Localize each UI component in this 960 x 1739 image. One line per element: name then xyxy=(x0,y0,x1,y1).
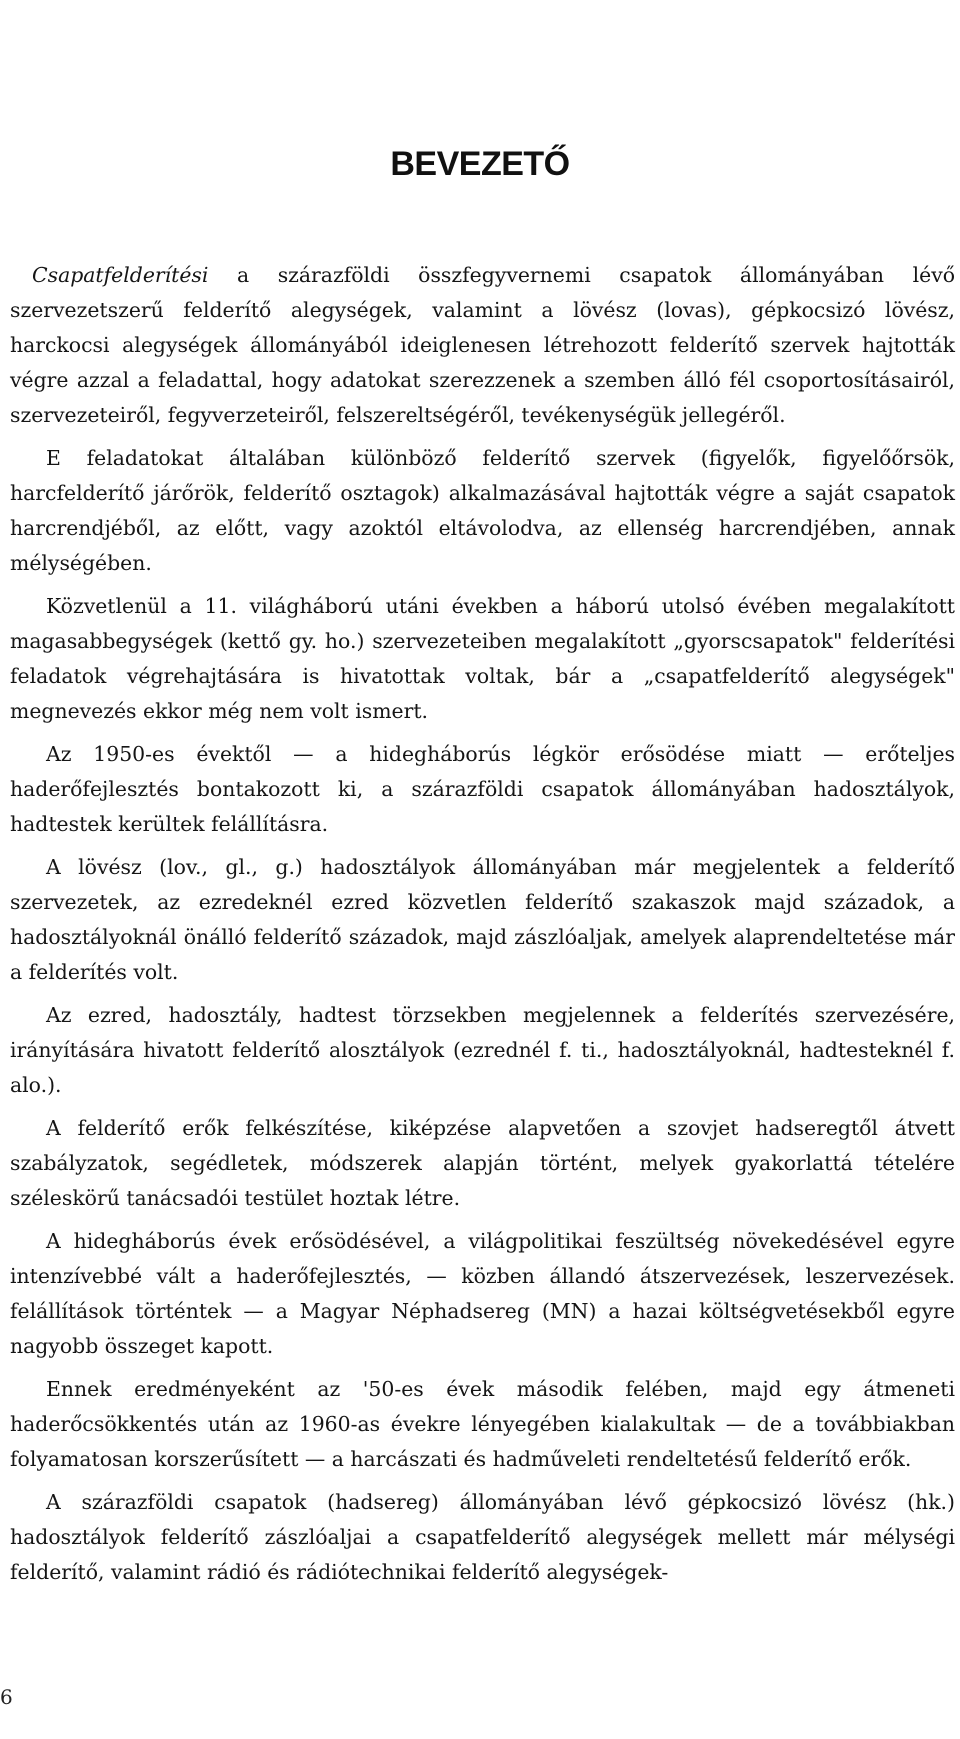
paragraph-5: A lövész (lov., gl., g.) hadosztályok állományában már megjelentek a felderítő szervezetek, az ezredeknél ezred közvetlen felderítő szakaszok majd századok, a hadosztályoknál önálló felderítő századok, majd zászlóaljak, amelyek alaprendeltetése már a felderítés volt. xyxy=(10,855,955,984)
paragraph-4: Az 1950-es évektől — a hidegháborús légkör erősödése miatt — erőteljes haderőfejlesztés bontakozott ki, a szárazföldi csapatok állományában hadosztályok, hadtestek kerültek felállításra. xyxy=(10,742,955,836)
paragraph-3: Közvetlenül a 11. világháború utáni években a háború utolsó évében megalakított magasabbegységek (kettő gy. ho.) szervezeteiben megalakított „gyorscsapatok" felderítési feladatok végrehajtására is hivatottak voltak, bár a „csapatfelderítő alegységek" megnevezés ekkor még nem volt ismert. xyxy=(10,594,955,723)
paragraph-9: Ennek eredményeként az '50-es évek második felében, majd egy átmeneti haderőcsökkentés után az 1960-as évekre lényegében kialakultak — de a továbbiakban folyamatosan korszerűsített — a harcászati és hadműveleti rendeltetésű felderítő erők. xyxy=(10,1377,955,1471)
paragraph-6: Az ezred, hadosztály, hadtest törzsekben megjelennek a felderítés szervezésére, irányítására hivatott felderítő alosztályok (ezrednél f. ti., hadosztályoknál, hadtesteknél f. alo.). xyxy=(10,1003,955,1097)
paragraph-8: A hidegháborús évek erősödésével, a világpolitikai feszültség növekedésével egyre intenzívebbé vált a haderőfejlesztés, — közben állandó átszervezések, leszervezések. felállítások történtek — a Magyar Néphadsereg (MN) a hazai költségvetésekből egyre nagyobb összeget kapott. xyxy=(10,1229,955,1358)
page-title: BEVEZETŐ xyxy=(390,145,570,183)
paragraph-2: E feladatokat általában különböző felderítő szervek (figyelők, figyelőőrsök, harcfelderítő járőrök, felderítő osztagok) alkalmazásával hajtották végre a saját csapatok harcrendjéből, az előtt, vagy azoktól eltávolodva, az ellenség harcrendjében, annak mélységében. xyxy=(10,446,955,575)
paragraph-7: A felderítő erők felkészítése, kiképzése alapvetően a szovjet hadseregtől átvett szabályzatok, segédletek, módszerek alapján történt, melyek gyakorlattá tételére széleskörű tanácsadói testület hoztak létre. xyxy=(10,1116,955,1210)
body-text xyxy=(10,258,955,1590)
paragraph-1 xyxy=(10,258,955,433)
paragraph-1-text: a szárazföldi összfegyvernemi csapatok állományában lévő szervezetszerű felderítő alegységek, valamint a lövész (lovas), gépkocsizó lövész, harckocsi alegységek állományából ideiglenesen létrehozott felderítő szervek hajtották végre azzal a feladattal, hogy adatokat szerezzenek a szemben álló fél csoportosításairól, szervezeteiről, fegyverzeteiről, felszereltségéről, tevékenységük jellegéről. xyxy=(10,263,955,427)
paragraph-10: A szárazföldi csapatok (hadsereg) állományában lévő gépkocsizó lövész (hk.) hadosztályok felderítő zászlóaljai a csapatfelderítő alegységek mellett már mélységi felderítő, valamint rádió és rádiótechnikai felderítő alegységek- xyxy=(10,1490,955,1584)
paragraph-1-lead: Csapatfelderítési xyxy=(32,263,209,287)
page-number: 6 xyxy=(0,1685,13,1709)
